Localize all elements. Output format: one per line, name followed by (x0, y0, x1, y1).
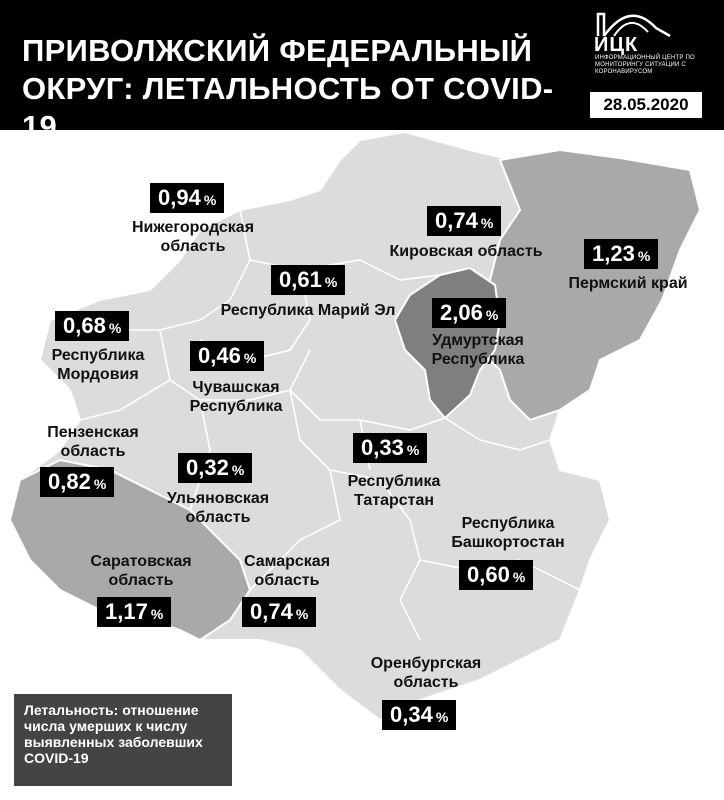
label-udmurt: Удмуртская Республика (431, 332, 525, 368)
date-badge: 28.05.2020 (590, 92, 702, 118)
value-mari: 0,61 % (271, 265, 345, 295)
logo-name: ИЦК (594, 34, 639, 56)
definition-note: Летальность: отношение числа умерших к числу выявленных заболевших COVID-19 (14, 694, 232, 786)
value-ulyanovsk: 0,32 % (178, 453, 252, 483)
label-kirov: Кировская область (389, 243, 543, 260)
label-mordovia: Республика Мордовия (51, 347, 145, 383)
value-chuvash: 0,46 % (190, 341, 264, 371)
label-perm: Пермский край (568, 275, 688, 292)
label-penza: Пензенская область (47, 424, 139, 460)
label-ulyanovsk: Ульяновская область (166, 490, 270, 526)
value-perm: 1,23 % (584, 239, 658, 269)
label-chuvash: Чувашская Республика (189, 379, 283, 415)
value-orenburg: 0,34 % (382, 700, 456, 730)
value-nizhny: 0,94 % (150, 183, 224, 213)
label-nizhny: Нижегородская область (131, 219, 255, 255)
label-tatarstan: Республика Татарстан (347, 473, 441, 509)
label-orenburg: Оренбургская область (370, 655, 482, 691)
header-bar (0, 0, 724, 144)
value-samara: 0,74 % (242, 597, 316, 627)
value-saratov: 1,17 % (97, 597, 171, 627)
label-mari: Республика Марий Эл (220, 302, 396, 319)
label-saratov: Саратовская область (90, 553, 192, 589)
value-tatarstan: 0,33 % (353, 433, 427, 463)
logo-subtitle: ИНФОРМАЦИОННЫЙ ЦЕНТР ПО МОНИТОРИНГУ СИТУАЦИИ С КОРОНАВИРУСОМ (595, 55, 695, 75)
label-samara: Самарская область (243, 553, 331, 589)
value-udmurt: 2,06 % (432, 298, 506, 328)
page-title: ПРИВОЛЖСКИЙ ФЕДЕРАЛЬНЫЙ ОКРУГ: ЛЕТАЛЬНОСТЬ ОТ COVID-19 (22, 33, 554, 144)
value-bashkortostan: 0,60 % (459, 560, 533, 590)
value-penza: 0,82 % (40, 467, 114, 497)
value-kirov: 0,74 % (427, 206, 501, 236)
label-bashkortostan: Республика Башкортостан (451, 515, 565, 551)
value-mordovia: 0,68 % (55, 311, 129, 341)
